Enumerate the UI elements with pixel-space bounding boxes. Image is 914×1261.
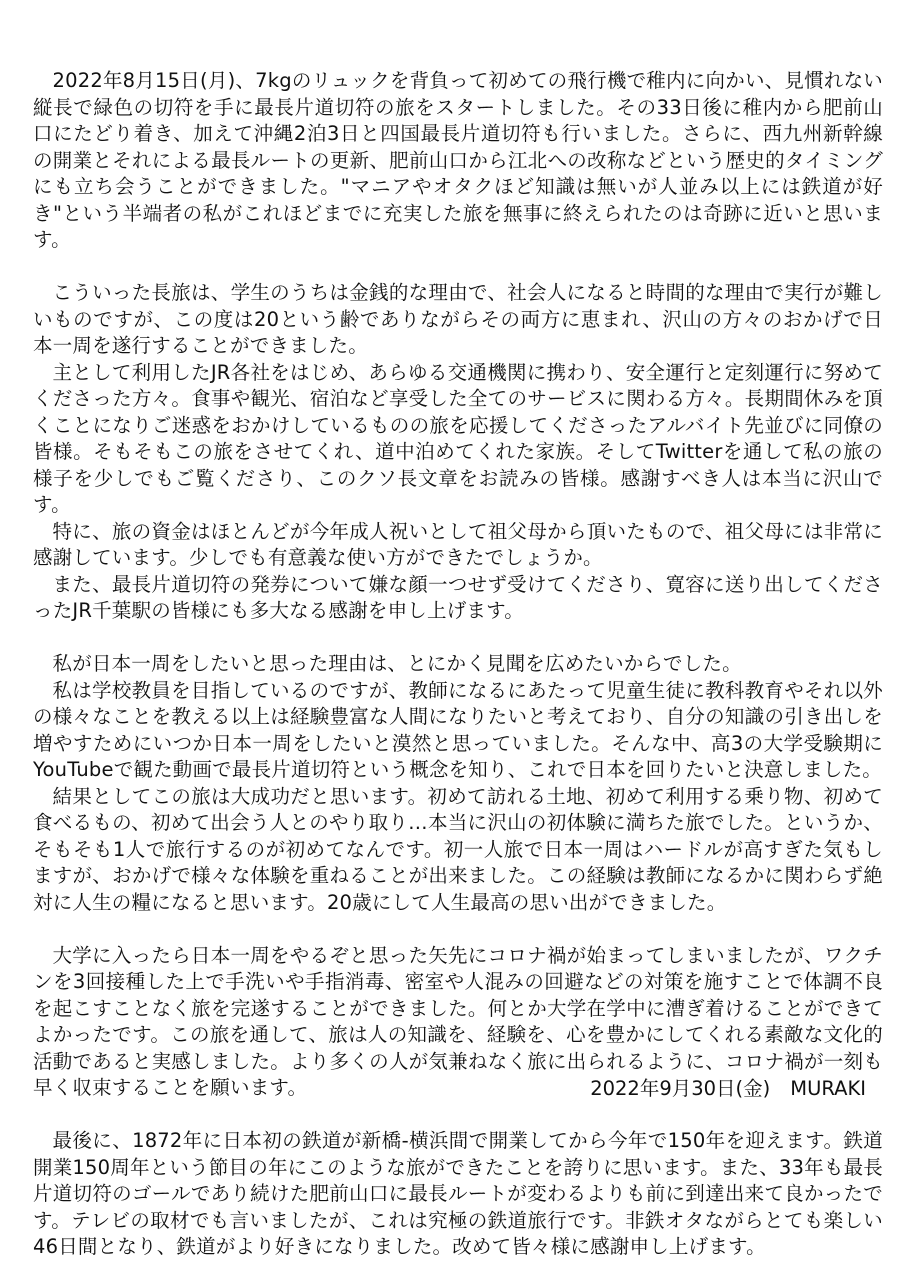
paragraph-long-trip: こういった長旅は、学生のうちは金銭的な理由で、社会人になると時間的な理由で実行が難しいものですが、この度は20という齢でありながらその両方に恵まれ、沢山の方々のおかげで日本一周を遂行することができました。	[33, 281, 883, 357]
paragraph-covid: 大学に入ったら日本一周をやるぞと思った矢先にコロナ禍が始まってしまいましたが、ワクチンを3回接種した上で手洗いや手指消毒、密室や人混みの回避などの対策を施すことで体調不良を起こすことなく旅を完遂することができました。何とか大学在学中に漕ぎ着けることができてよかったです。この旅を通して、旅は人の知識を、経験を、心を豊かにしてくれる素敵な文化的活動であると実感しました。より多くの人が気兼ねなく旅に出られるように、コロナ禍が一刻も早く収束することを願います。	[33, 943, 883, 1099]
signature-author: MURAKI	[790, 1077, 866, 1100]
paragraph-gap	[33, 1102, 883, 1129]
paragraph-thanks-chiba-station: また、最長片道切符の発券について嫌な顔一つせず受けてくださり、寛容に送り出してくださったJR千葉駅の皆様にも多大なる感謝を申し上げます。	[33, 572, 883, 622]
paragraph-teacher-goal: 私は学校教員を目指しているのですが、教師になるにあたって児童生徒に教科教育やそれ以外の様々なことを教える以上は経験豊富な人間になりたいと考えており、自分の知識の引き出しを増やすためにいつか日本一周をしたいと漠然と思っていました。そんな中、高3の大学受験期にYouTubeで観た動画で最長片道切符という概念を知り、これで日本を回りたいと決意しました。	[33, 678, 883, 781]
paragraph-thanks-people: 主として利用したJR各社をはじめ、あらゆる交通機関に携わり、安全運行と定刻運行に努めてくださった方々。食事や観光、宿泊など享受した全てのサービスに関わる方々。長期間休みを頂くことになりご迷惑をおかけしているものの旅を応援してくださったアルバイト先並びに同僚の皆様。そもそもこの旅をさせてくれ、道中泊めてくれた家族。そしてTwitterを通して私の旅の様子を少しでもご覧くださり、このクソ長文章をお読みの皆様。感謝すべき人は本当に沢山です。	[33, 360, 883, 516]
signature-date: 2022年9月30日(金)	[590, 1077, 771, 1100]
paragraph-closing: 最後に、1872年に日本初の鉄道が新橋-横浜間で開業してから今年で150年を迎えます。鉄道開業150周年という節目の年にこのような旅ができたことを誇りに思います。また、33年も最長片道切符のゴールであり続けた肥前山口に最長ルートが変わるよりも前に到達出来て良かったです。テレビの取材でも言いましたが、これは究極の鉄道旅行です。非鉄オタながらとても楽しい46日間となり、鉄道がより好きになりました。改めて皆々様に感謝申し上げます。	[33, 1129, 883, 1258]
paragraph-gap	[33, 625, 883, 652]
paragraph-thanks-grandparents: 特に、旅の資金はほとんどが今年成人祝いとして祖父母から頂いたもので、祖父母には非常に感謝しています。少しでも有意義な使い方ができたでしょうか。	[33, 519, 883, 569]
paragraph-gap	[33, 254, 883, 281]
paragraph-result: 結果としてこの旅は大成功だと思います。初めて訪れる土地、初めて利用する乗り物、初めて食べるもの、初めて出会う人とのやり取り…本当に沢山の初体験に満ちた旅でした。というか、そもそも1人で旅行するのが初めてなんです。初一人旅で日本一周はハードルが高すぎた気もしますが、おかげで様々な体験を重ねることが出来ました。この経験は教師になるかに関わらず絶対に人生の糧になると思います。20歳にして人生最高の思い出ができました。	[33, 784, 883, 914]
paragraph-gap	[33, 916, 883, 943]
paragraph-reason: 私が日本一周をしたいと思った理由は、とにかく見聞を広めたいからでした。	[52, 652, 742, 675]
paragraph-intro: 2022年8月15日(月)、7kgのリュックを背負って初めての飛行機で稚内に向かい、見慣れない縦長で緑色の切符を手に最長片道切符の旅をスタートしました。その33日後に稚内から肥前山口にたどり着き、加えて沖縄2泊3日と四国最長片道切符も行いました。さらに、西九州新幹線の開業とそれによる最長ルートの更新、肥前山口から江北への改称などという歴史的タイミングにも立ち会うことができました。"マニアやオタクほど知識は無いが人並み以上には鉄道が好き"という半端者の私がこれほどまでに充実した旅を無事に終えられたのは奇跡に近いと思います。	[33, 69, 883, 251]
signature	[590, 1076, 866, 1103]
